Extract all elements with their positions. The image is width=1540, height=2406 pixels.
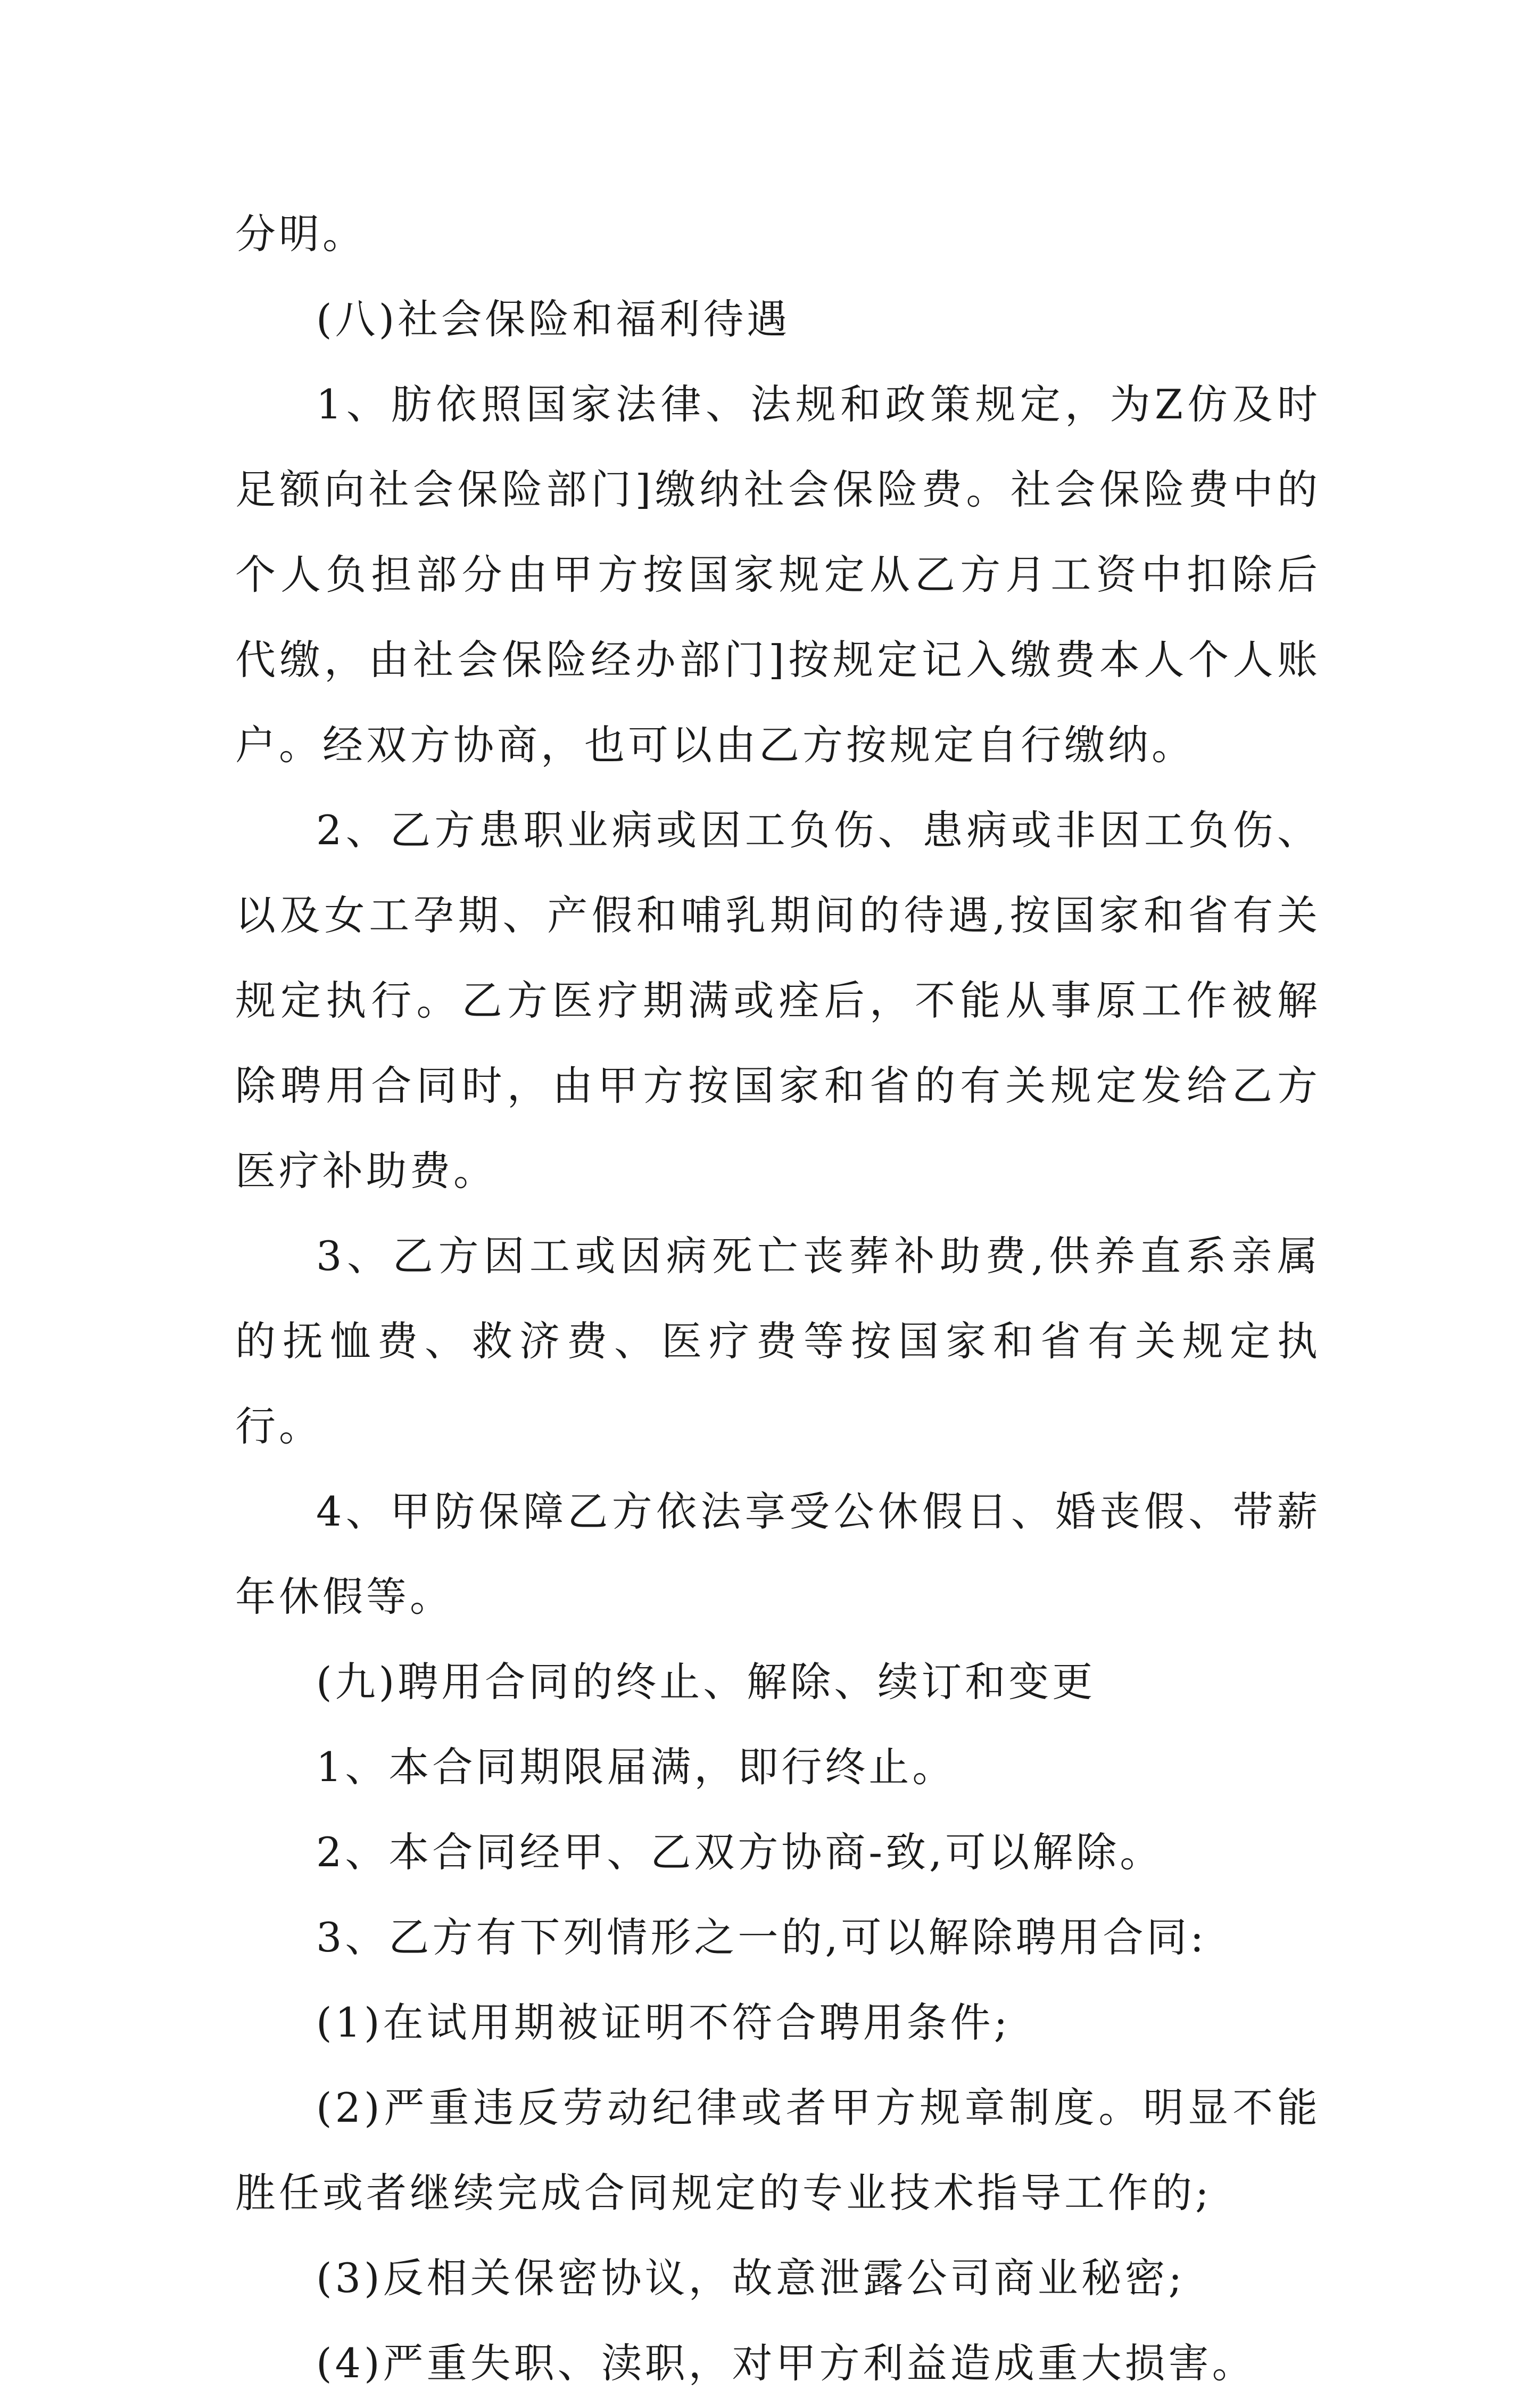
paragraph-clause-8-1: 1、肪依照国家法律、法规和政策规定，为Z仿及时足额向社会保险部门]缴纳社会保险费。社会保险费中的个人负担部分由甲方按国家规定从乙方月工资中扣除后代缴，由社会保险经办部门]按规定记入缴费本人个人账户。经双方协商，也可以由乙方按规定自行缴纳。 [235,381,1321,769]
document-body [235,192,1321,2406]
paragraph-clause-9-3: 3、乙方有下列情形之一的,可以解除聘用合同: [316,1914,1207,1961]
section-heading-social-insurance: (八)社会保险和福利待遇 [316,295,791,343]
list-item-confidentiality: (3)反相关保密协议，故意泄露公司商业秘密; [316,2254,1186,2302]
section-heading-contract-termination: (九)聘用合同的终止、解除、续订和变更 [316,1658,1096,1705]
paragraph-clause-8-2: 2、乙方患职业病或因工负伤、患病或非因工负伤、以及女工孕期、产假和哺乳期间的待遇,按国家和省有关规定执行。乙方医疗期满或痊后，不能从事原工作被解除聘用合同时，由甲方按国家和省的有关规定发给乙方医疗补助费。 [235,806,1321,1194]
list-item-negligence: (4)严重失职、渎职，对甲方利益造成重大损害。 [316,2339,1256,2387]
paragraph-clause-8-3: 3、乙方因工或因病死亡丧葬补助费,供养直系亲属的抚恤费、救济费、医疗费等按国家和省有关规定执行。 [235,1232,1321,1450]
paragraph-clause-8-4: 4、甲防保障乙方依法享受公休假日、婚丧假、带薪年休假等。 [235,1488,1321,1620]
list-item-discipline: (2)严重违反劳动纪律或者甲方规章制度。明显不能胜任或者继续完成合同规定的专业技术指导工作的; [235,2084,1321,2217]
list-item-probation: (1)在试用期被证明不符合聘用条件; [316,1999,1011,2046]
paragraph-clause-9-1: 1、本合同期限届满，即行终止。 [316,1743,956,1791]
paragraph-clause-9-2: 2、本合同经甲、乙双方协商-致,可以解除。 [316,1828,1164,1876]
paragraph-continuation: 分明。 [235,210,366,258]
